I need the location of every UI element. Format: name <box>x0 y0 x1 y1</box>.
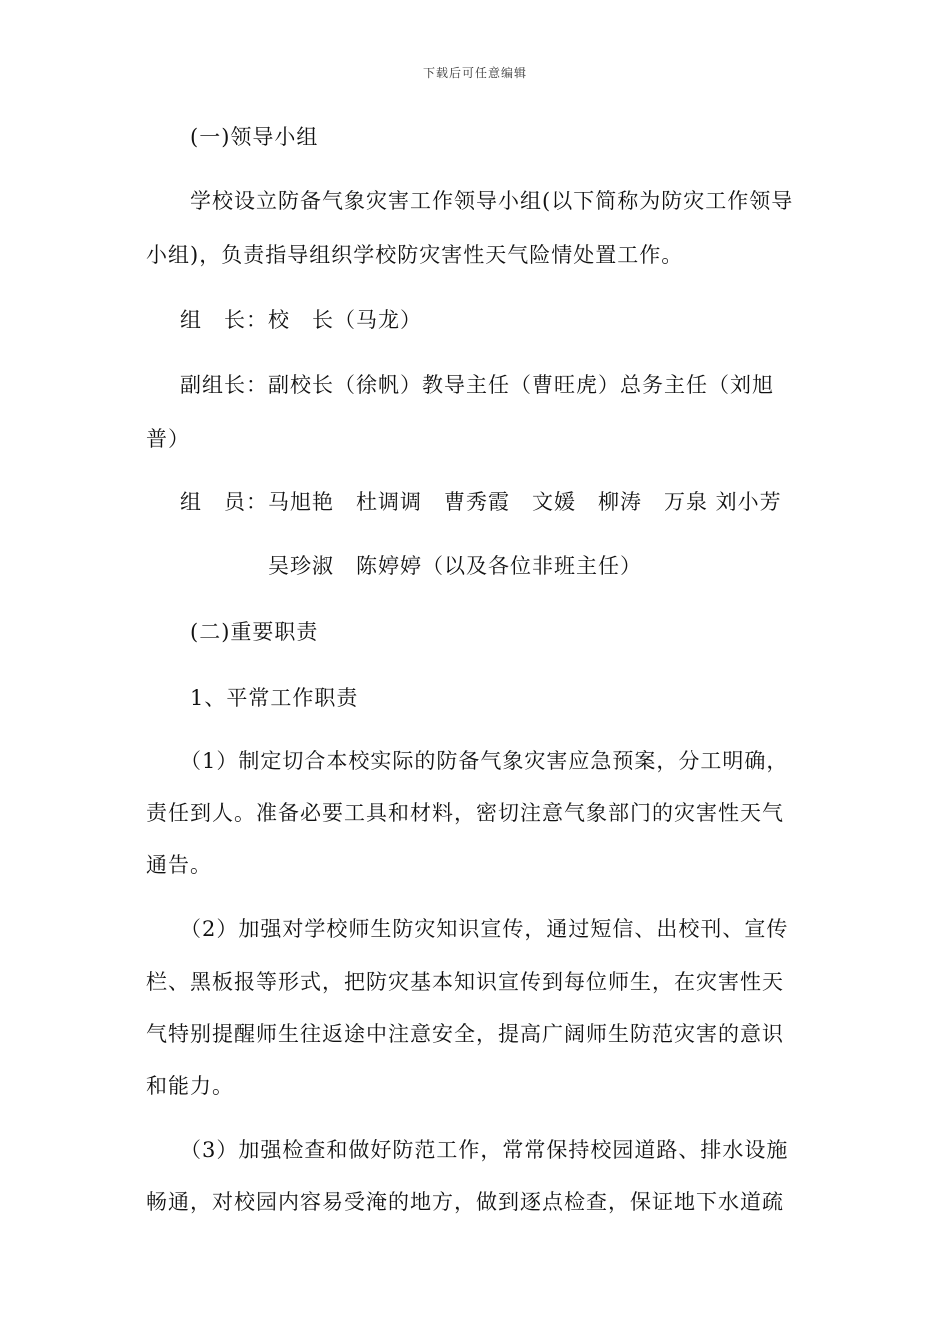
section-heading-leadership: (一)领导小组 <box>190 125 319 149</box>
paragraph-line: 气特别提醒师生往返途中注意安全，提高广阔师生防范灾害的意识 <box>146 1022 784 1046</box>
paragraph-line: 栏、黑板报等形式，把防灾基本知识宣传到每位师生，在灾害性天 <box>146 970 784 994</box>
deputy-leader-line-continuation: 普） <box>146 427 190 451</box>
paragraph-line: 学校设立防备气象灾害工作领导小组(以下简称为防灾工作领导 <box>190 189 794 213</box>
paragraph-line: 责任到人。准备必要工具和材料，密切注意气象部门的灾害性天气 <box>146 801 784 825</box>
leader-line: 组 长：校 长（马龙） <box>180 308 422 332</box>
paragraph-line: 通告。 <box>146 853 212 877</box>
paragraph-line: 和能力。 <box>146 1074 234 1098</box>
paragraph-line: 小组)，负责指导组织学校防灾害性天气险情处置工作。 <box>146 243 684 267</box>
member-line-continuation: 吴珍淑 陈婷婷（以及各位非班主任） <box>268 554 642 578</box>
paragraph-line: （2）加强对学校师生防灾知识宣传，通过短信、出校刊、宣传 <box>180 917 789 941</box>
member-line: 组 员：马旭艳 杜调调 曹秀霞 文媛 柳涛 万泉 刘小芳 <box>180 490 782 514</box>
section-heading-duties: (二)重要职责 <box>190 620 319 644</box>
deputy-leader-line: 副组长：副校长（徐帆）教导主任（曹旺虎）总务主任（刘旭 <box>180 373 774 397</box>
header-note: 下载后可任意编辑 <box>422 66 527 80</box>
paragraph-line: （1）制定切合本校实际的防备气象灾害应急预案，分工明确， <box>180 749 789 773</box>
subheading-regular-duties: 1、平常工作职责 <box>190 686 359 710</box>
paragraph-line: （3）加强检查和做好防范工作，常常保持校园道路、排水设施 <box>180 1138 789 1162</box>
paragraph-line: 畅通，对校园内容易受淹的地方，做到逐点检查，保证地下水道疏 <box>146 1190 784 1214</box>
